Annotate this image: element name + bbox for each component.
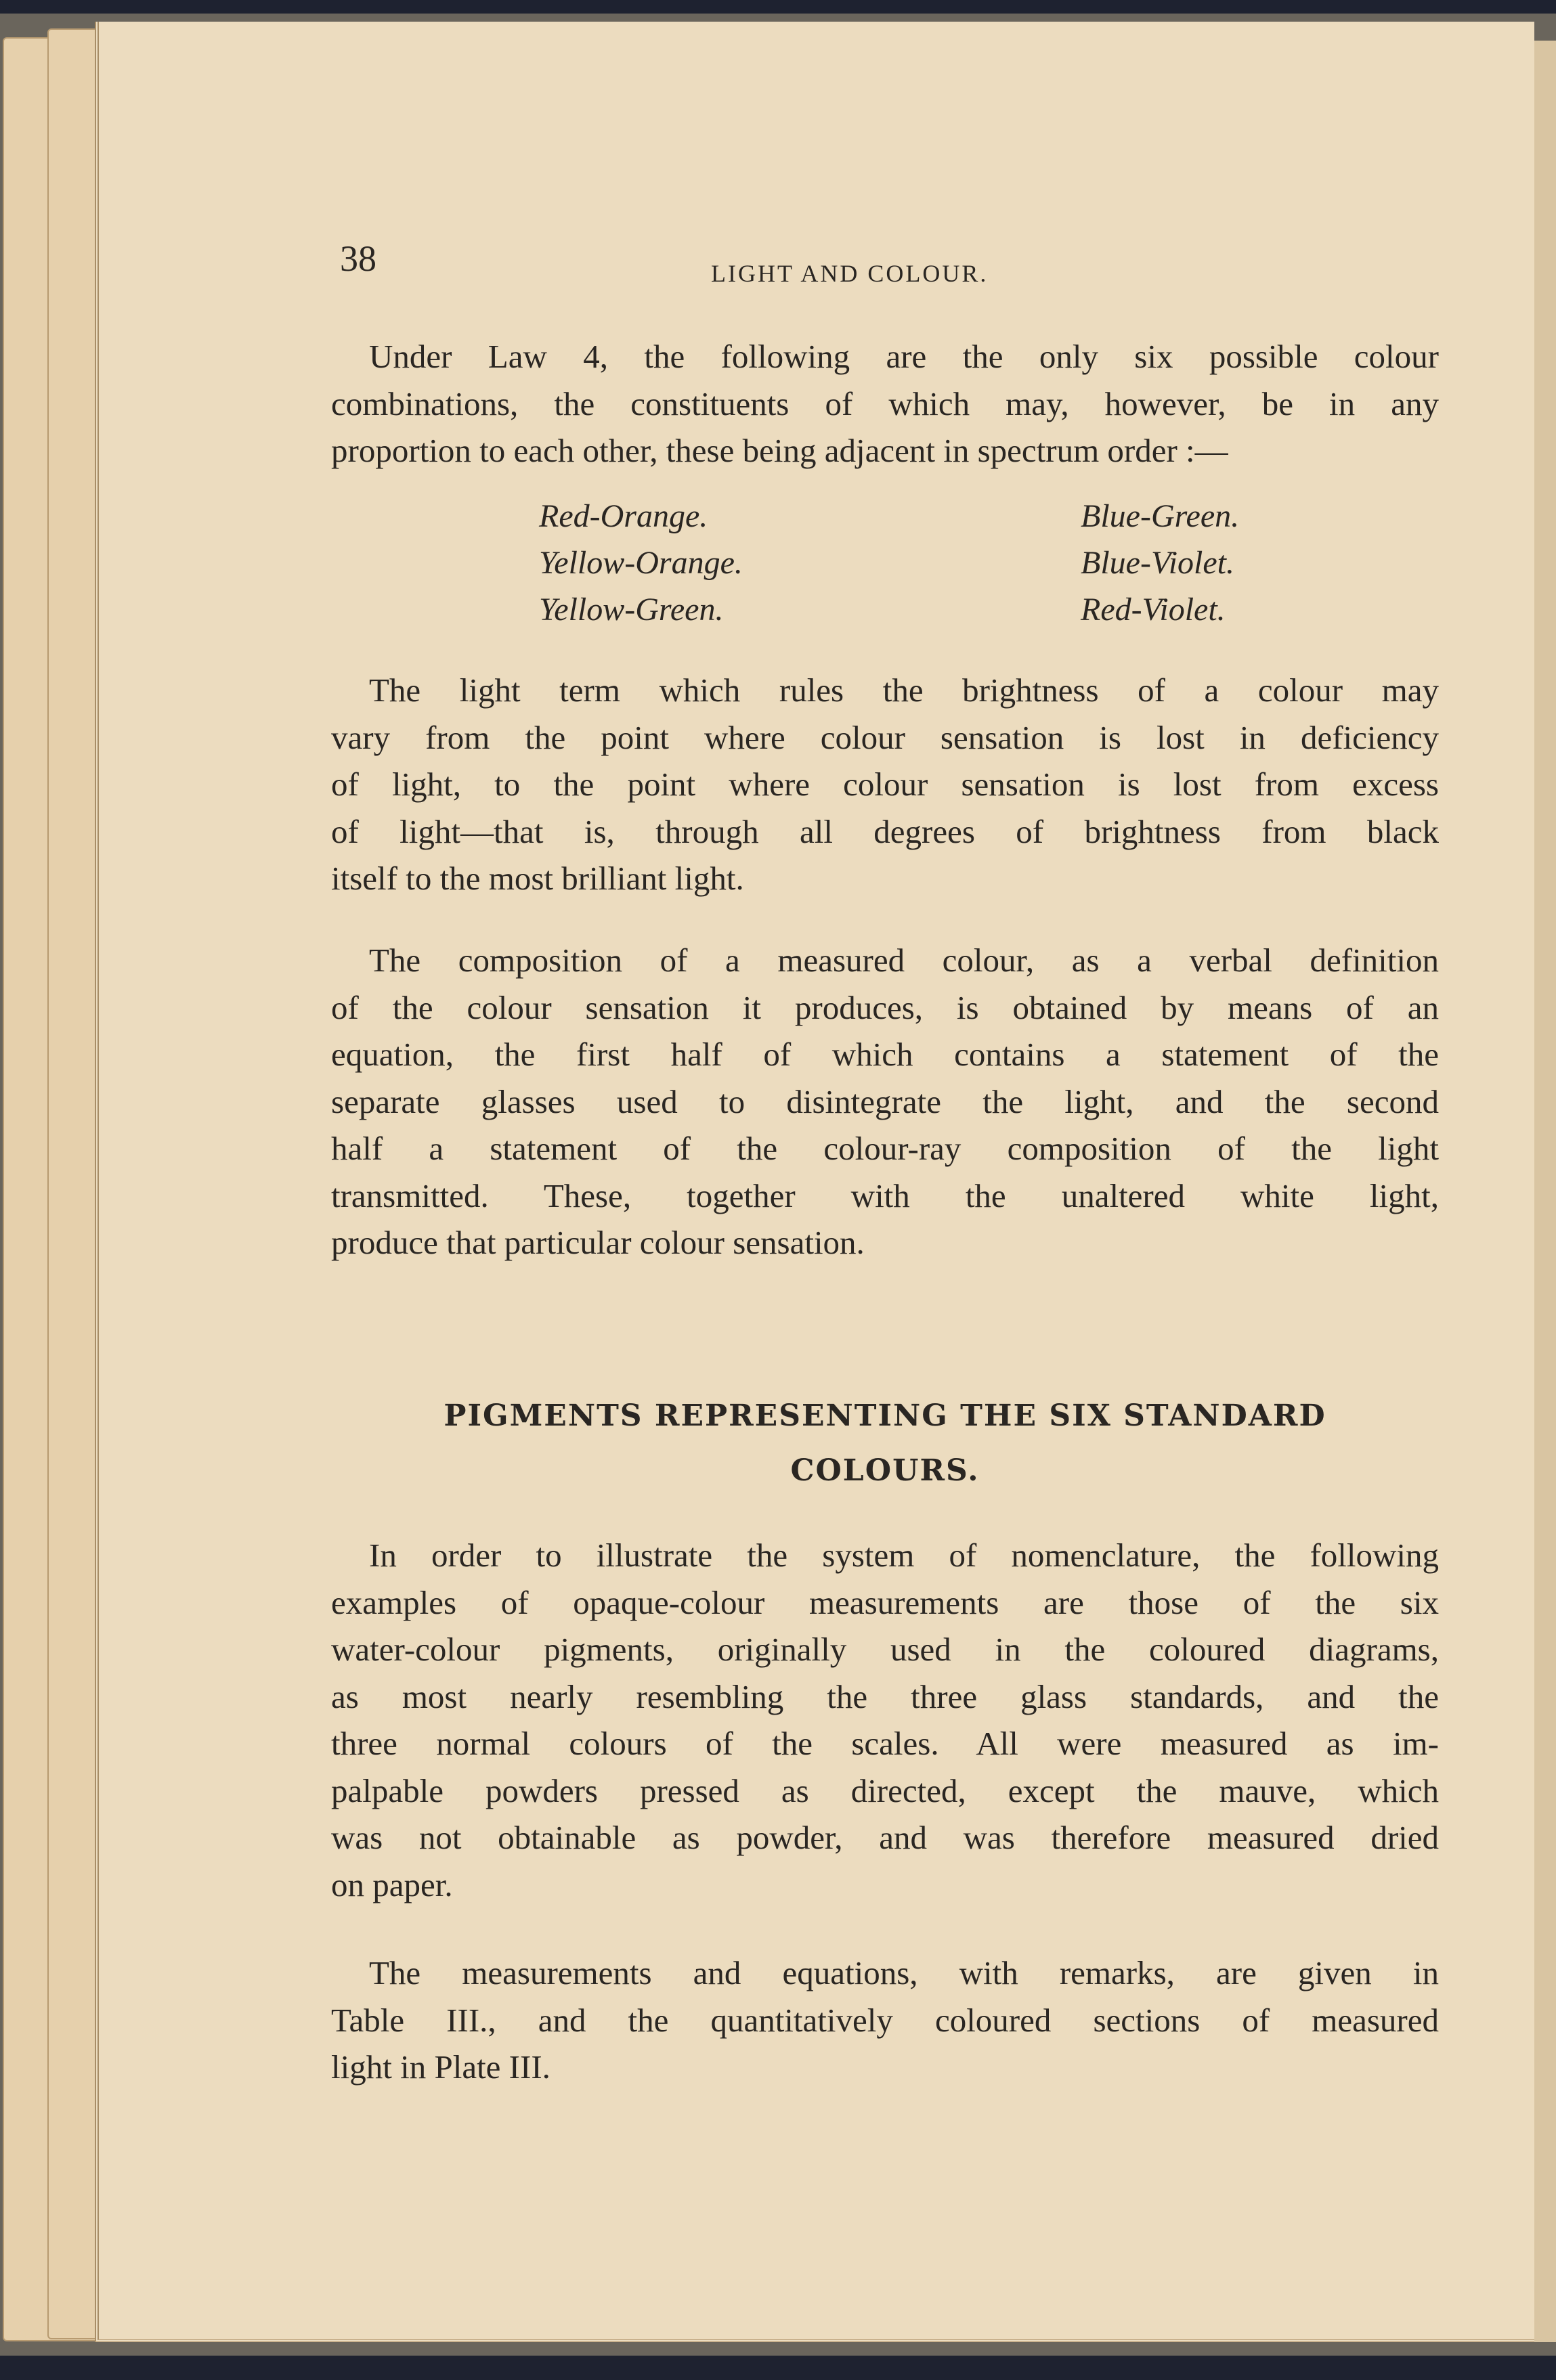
text-line: combinations, the constituents of which may, however, be in any [331,384,1439,422]
text-line: separate glasses used to disintegrate the light, and the second [331,1082,1439,1120]
text-line: equation, the first half of which contains a statement of the [331,1036,1439,1073]
text-line: palpable powders pressed as directed, except the mauve, which [331,1771,1439,1809]
combination-item: Red-Violet. [1081,592,1226,627]
running-title: LIGHT AND COLOUR. [711,260,989,287]
section-heading: PIGMENTS REPRESENTING THE SIX STANDARD [444,1398,1326,1433]
text-line: of the colour sensation it produces, is obtained by means of an [331,988,1439,1026]
combination-item: Yellow-Green. [539,592,724,627]
combination-item: Red-Orange. [539,498,708,534]
text-line: of light—that is, through all degrees of brightness from black [331,812,1439,850]
text-line: vary from the point where colour sensation is lost in deficiency [331,718,1439,756]
text-line: produce that particular colour sensation. [331,1224,865,1261]
page-stack-edge-right [1532,41,1556,2342]
combination-item: Yellow-Orange. [539,545,743,581]
text-line: transmitted. These, together with the unaltered white light, [331,1176,1439,1214]
text-line: examples of opaque-colour measurements are those of the six [331,1583,1439,1621]
text-line: as most nearly resembling the three glass standards, and the [331,1677,1439,1715]
combination-item: Blue-Violet. [1081,545,1235,581]
text-line: on paper. [331,1866,453,1903]
text-line: of light, to the point where colour sensation is lost from excess [331,766,1439,803]
text-line: In order to illustrate the system of nomenclature, the following [369,1537,1439,1574]
combination-item: Blue-Green. [1081,498,1240,534]
text-line: three normal colours of the scales. All were measured as im- [331,1725,1439,1762]
page-number: 38 [340,238,376,279]
text-line: The measurements and equations, with remarks, are given in [369,1954,1439,1991]
text-line: itself to the most brilliant light. [331,860,744,897]
section-heading: COLOURS. [790,1453,980,1488]
text-line: water-colour pigments, originally used in the coloured diagrams, [331,1631,1439,1668]
text-line: proportion to each other, these being adjacent in spectrum order :— [331,432,1228,469]
text-line: The light term which rules the brightness of a colour may [369,671,1439,709]
text-line: half a statement of the colour-ray composition of the light [331,1130,1439,1167]
text-line: Under Law 4, the following are the only six possible colour [369,338,1439,375]
text-line: light in Plate III. [331,2048,550,2086]
text-line: The composition of a measured colour, as a verbal definition [369,942,1439,979]
text-line: was not obtainable as powder, and was therefore measured dried [331,1819,1439,1856]
text-line: Table III., and the quantitatively coloured sections of measured [331,2001,1439,2039]
